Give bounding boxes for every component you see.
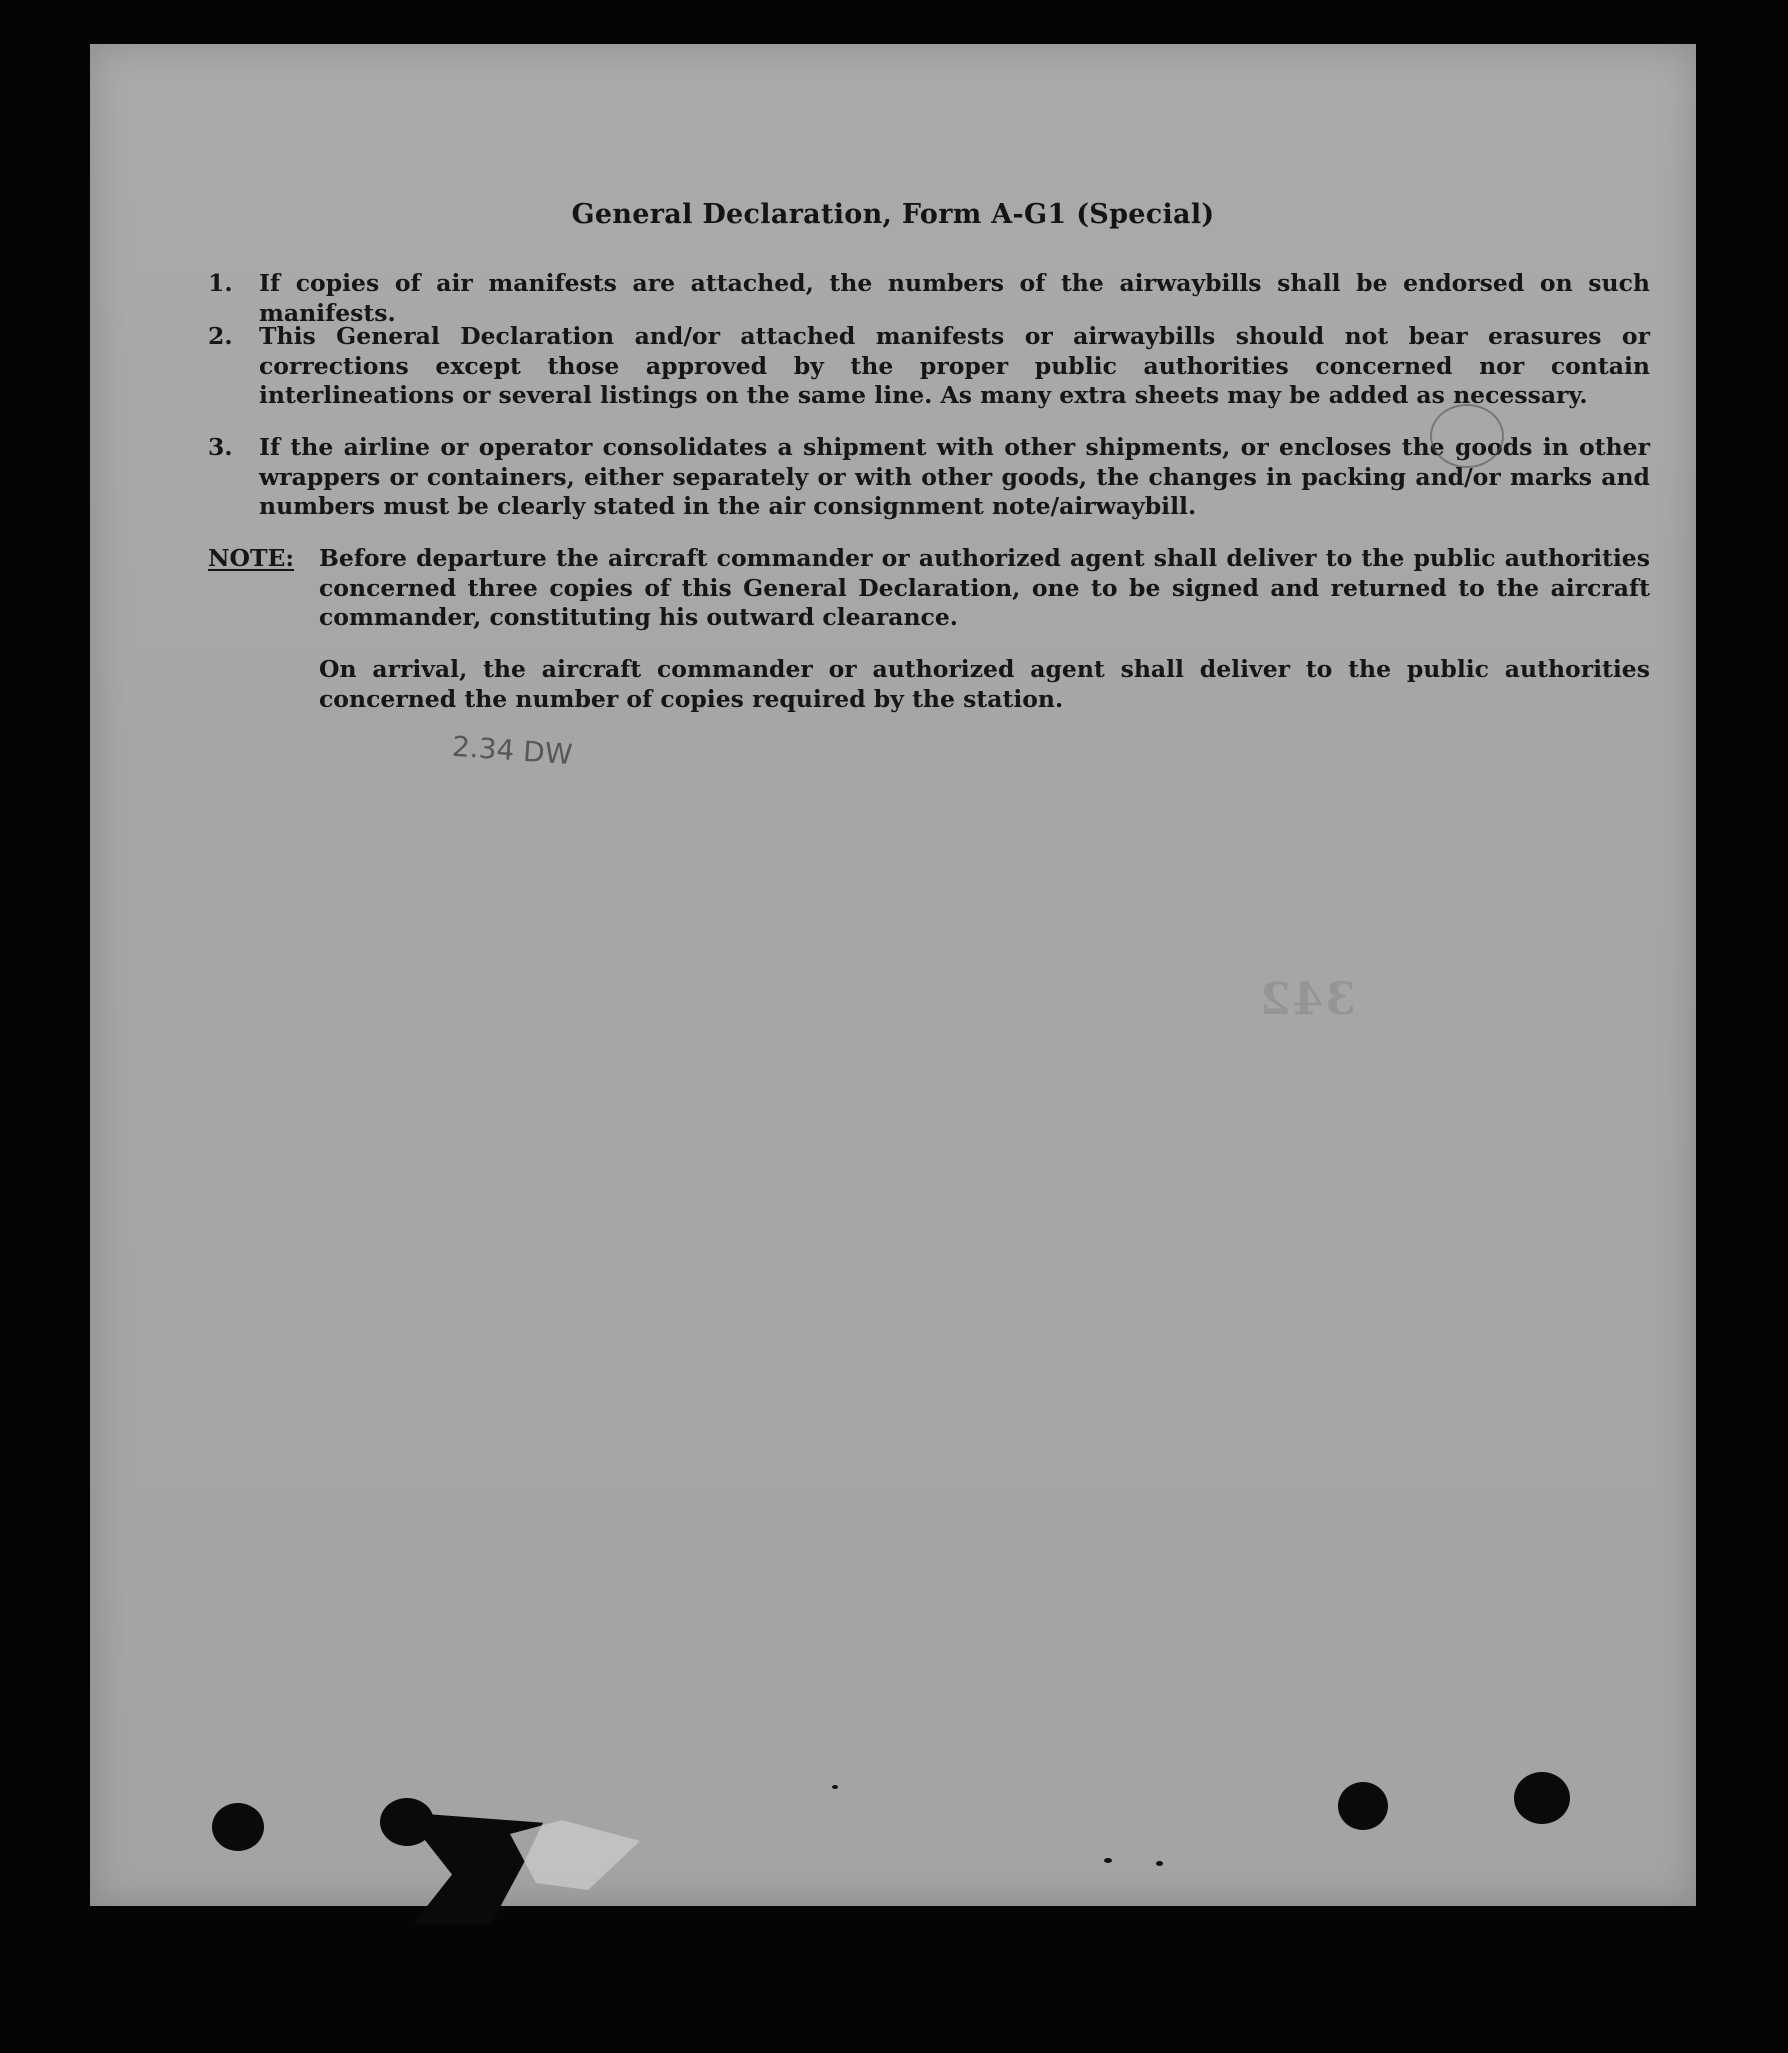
speck xyxy=(1156,1861,1163,1866)
instruction-text: If the airline or operator consolidates a shipment with other shipments, or encloses the goods in other wrappers or containers, either separately or with other goods, the changes in packing and/or marks and numbers must be clearly stated in the air consignment note/airwaybill. xyxy=(259,433,1650,520)
instruction-text: This General Declaration and/or attached manifests or airwaybills should not bear erasures or corrections except those approved by the proper public authorities concerned nor contain interlineations or several listings on the same line. As many extra sheets may be added as necessary. xyxy=(259,322,1650,409)
punch-hole xyxy=(1338,1782,1388,1830)
instruction-item-2 xyxy=(208,322,1650,411)
note-block-2 xyxy=(208,655,1650,714)
instruction-item-1 xyxy=(208,269,1650,328)
speck xyxy=(1104,1858,1112,1863)
note-paragraph-2: On arrival, the aircraft commander or authorized agent shall deliver to the public authorities concerned the number of copies required by the station. xyxy=(319,655,1650,713)
note-paragraph-1: Before departure the aircraft commander or authorized agent shall deliver to the public authorities concerned three copies of this General Declaration, one to be signed and returned to the aircraft commander, constituting his outward clearance. xyxy=(319,544,1650,631)
pencil-mark xyxy=(1430,404,1504,468)
instruction-number: 2. xyxy=(208,322,233,350)
punch-hole xyxy=(1514,1772,1570,1824)
note-block xyxy=(208,544,1650,633)
note-label: NOTE: xyxy=(208,544,295,572)
handwritten-annotation: 2.34 DW xyxy=(450,729,574,772)
speck xyxy=(832,1785,838,1789)
instruction-number: 3. xyxy=(208,433,233,461)
instruction-number: 1. xyxy=(208,269,233,297)
form-title: General Declaration, Form A-G1 (Special) xyxy=(571,199,1215,230)
faint-bleedthrough-stamp: 342 xyxy=(1258,974,1356,1025)
punch-hole xyxy=(212,1803,264,1851)
instruction-text: If copies of air manifests are attached, the numbers of the airwaybills shall be endorsed on such manifests. xyxy=(259,269,1650,327)
document-page xyxy=(90,44,1696,1906)
